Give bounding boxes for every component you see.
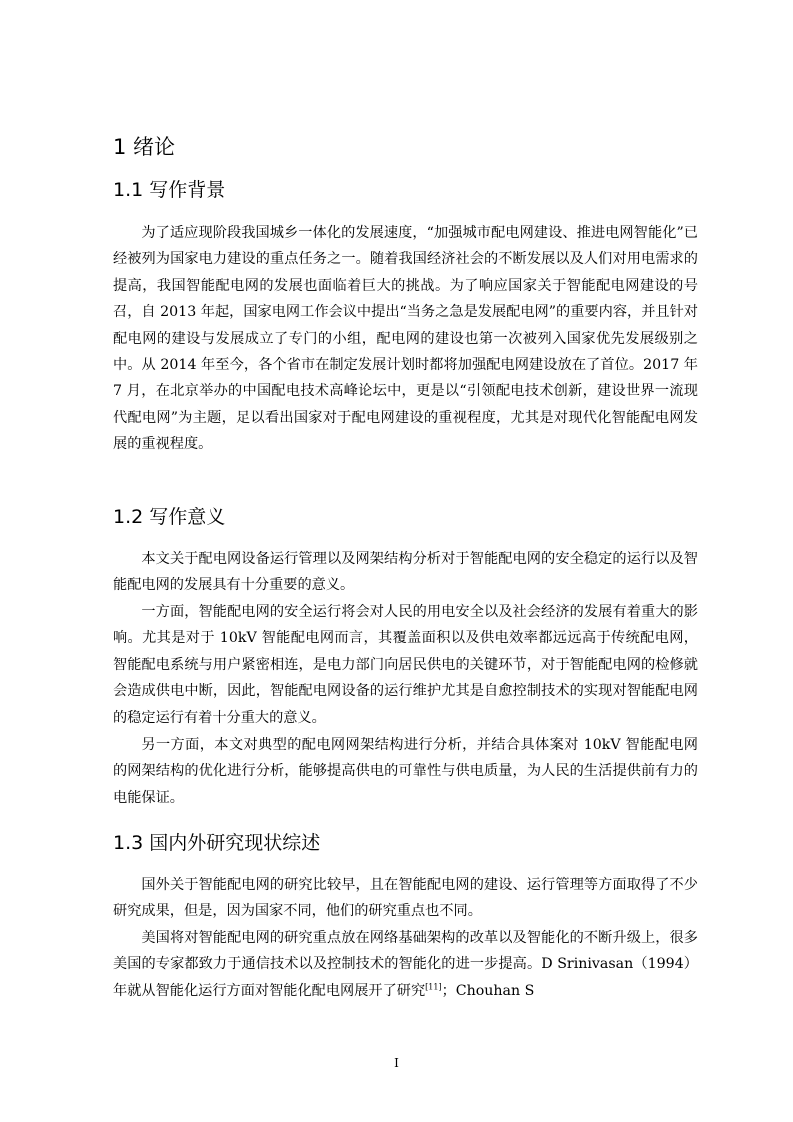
paragraph-background: 为了适应现阶段我国城乡一体化的发展速度，“加强城市配电网建设、推进电网智能化”已经被列为国家电力建设的重点任务之一。随着我国经济社会的不断发展以及人们对用电需求的提高，我国智能配电网的发展也面临着巨大的挑战。为了响应国家关于智能配电网建设的号召，自 2013 年起，国家电网工作会议中提出“当务之急是发展配电网”的重要内容，并且针对配电网的建设与发展成立了专门的小组，配电网的建设也第一次被列入国家优先发展级别之中。从 2014 年至今，各个省市在制定发展计划时都将加强配电网建设放在了首位。2017 年 7 月，在北京举办的中国配电技术高峰论坛中，更是以“引领配电技术创新，建设世界一流现代配电网”为主题，足以看出国家对于配电网建设的重视程度，尤其是对现代化智能配电网发展的重视程度。 [113,225,698,453]
citation-marker: [11] [425,982,442,992]
page-number: I [394,1056,399,1070]
paragraph-us-research [113,925,698,1004]
paragraph-significance-intro: 本文关于配电网设备运行管理以及网架结构分析对于智能配电网的安全稳定的运行以及智能配电网的发展具有十分重要的意义。 [113,551,698,594]
paragraph-significance-first-aspect: 一方面，智能配电网的安全运行将会对人民的用电安全以及社会经济的发展有着重大的影响。尤其是对于 10kV 智能配电网而言，其覆盖面积以及供电效率都远远高于传统配电网，智能配电系统与用户紧密相连，是电力部门向居民供电的关键环节，对于智能配电网的检修就会造成供电中断，因此，智能配电网设备的运行维护尤其是自愈控制技术的实现对智能配电网的稳定运行有着十分重大的意义。 [113,604,698,726]
paragraph-us-research-text: 美国将对智能配电网的研究重点放在网络基础架构的改革以及智能化的不断升级上，很多美国的专家都致力于通信技术以及控制技术的智能化的进一步提高。D Srinivasan（1994）年就从智能化运行方面对智能化配电网展开了研究 [113,930,698,999]
paragraph-significance-second-aspect: 另一方面，本文对典型的配电网网架结构进行分析，并结合具体案对 10kV 智能配电网的网架结构的优化进行分析，能够提高供电的可靠性与供电质量，为人民的生活提供前有力的电能保证。 [113,737,698,806]
section-heading-1-2: 1.2 写作意义 [113,506,226,528]
paragraph-us-research-tail: ；Chouhan S [441,982,535,999]
paragraph-research-overview: 国外关于智能配电网的研究比较早，且在智能配电网的建设、运行管理等方面取得了不少研究成果，但是，因为国家不同，他们的研究重点也不同。 [113,877,698,920]
section-heading-1-3: 1.3 国内外研究现状综述 [113,832,321,854]
chapter-title: 1 绪论 [113,135,176,159]
section-heading-1-1: 1.1 写作背景 [113,179,226,201]
